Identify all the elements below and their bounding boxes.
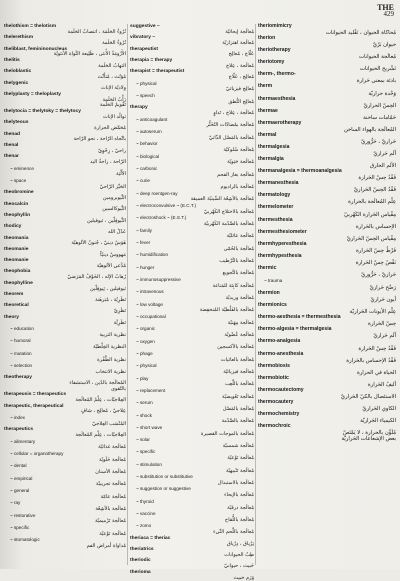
entry-translation: مُعالَجة عُضْويّة bbox=[130, 333, 254, 339]
dictionary-column-2 bbox=[130, 24, 254, 565]
entry-translation: مُعالَجة بالمَصْل الذّاتيّ bbox=[130, 136, 254, 142]
entry-translation: باتِّجاه الرّاحة ، نحو الرّاحة bbox=[4, 137, 126, 143]
entry-translation: مُعالَجة درقيّة bbox=[130, 506, 254, 512]
entry-translation: مُعالَجة بالحُمّى bbox=[130, 247, 254, 253]
entry-translation: ثيوفيلين ، ثِيوفِلّين bbox=[4, 287, 126, 293]
column-rule bbox=[255, 24, 256, 565]
entry-term: therapeutist bbox=[130, 47, 158, 52]
subentry bbox=[258, 278, 396, 285]
entry-translation: هَوَسٌ دينيّ ، جُنونُ الألوهيّة bbox=[4, 241, 126, 247]
column-rule bbox=[127, 24, 128, 565]
entry-translation: مِقْياس الحِسّ الحَراريّ bbox=[258, 236, 396, 242]
entry-translation: الأَلْيَة bbox=[4, 172, 126, 178]
dictionary-entry bbox=[4, 315, 126, 321]
entry-term: thelytocia = thelytoky = thelytocy bbox=[4, 109, 81, 114]
entry-translation: حيوان بَرّيّ bbox=[258, 42, 396, 48]
entry-term: theobromine bbox=[4, 190, 34, 195]
entry-translation: مُعالِج النُّطق bbox=[130, 100, 254, 106]
entry-translation: مُعالَجة نَوْعيّة bbox=[130, 456, 254, 462]
entry-translation: الثِّيوفِلّين ، ثيوفيلين bbox=[4, 219, 126, 225]
entry-term: ~ trauma bbox=[258, 278, 282, 283]
entry-translation: مُعالَجة بالعاثيات bbox=[130, 358, 254, 364]
entry-translation: نَظَرِيّة ، مُبَرهَنة bbox=[4, 298, 126, 304]
entry-term: ~ hunger bbox=[130, 265, 154, 270]
running-head bbox=[377, 4, 394, 18]
entry-translation: مُعالَجة حَيَويّة bbox=[130, 160, 254, 166]
entry-translation: عِلْم المُعالَجة بالحرارة bbox=[258, 199, 396, 205]
entry-term: thermo-analgesia bbox=[258, 338, 300, 344]
entry-translation: بعض الإشعاعات الحَراريّة bbox=[258, 436, 396, 442]
entry-term: thermocautery bbox=[258, 399, 293, 405]
dictionary-entry bbox=[258, 133, 396, 139]
entry-term: ~ curie bbox=[130, 178, 150, 183]
entry-translation: مُعالَجة بغاز الفحم bbox=[130, 173, 254, 179]
entry-term: ~ eminence bbox=[4, 166, 34, 171]
entry-translation: توالُد الإناث bbox=[4, 115, 126, 121]
dictionary-entry bbox=[258, 36, 396, 42]
entry-term: thermocautectomy bbox=[258, 387, 304, 393]
entry-translation: مُعالَجة بالموجات القصيرة bbox=[130, 432, 254, 438]
entry-translation: الرّاحة ، راحةُ اليد bbox=[4, 160, 126, 166]
dictionary-entry bbox=[258, 254, 396, 260]
dictionary-entry bbox=[258, 266, 396, 272]
entry-term: thenad bbox=[4, 132, 20, 137]
entry-translation: مُعالَجة بالراديوم bbox=[130, 185, 254, 191]
entry-translation: ألَم حَراريّ bbox=[258, 333, 396, 339]
entry-term: theomanie bbox=[4, 258, 28, 263]
entry-term: ~ oxygen bbox=[130, 339, 155, 344]
entry-term: theocalcin bbox=[4, 202, 28, 207]
entry-term: ~ behavior bbox=[130, 141, 158, 146]
entry-translation: بالتّقوى bbox=[4, 387, 126, 393]
entry-term: ~ replacement bbox=[130, 388, 165, 393]
entry-term: thermaerotherapy bbox=[258, 120, 301, 126]
entry-translation: مُعالَجة بالمَصْل bbox=[130, 407, 254, 413]
entry-translation: مُداواة أمراض الفم bbox=[4, 544, 126, 550]
entry-term: ~ carbonic bbox=[130, 166, 157, 171]
entry-translation: حَراريّ ، حَرُّوريّ bbox=[258, 272, 396, 278]
entry-translation: مُعالَجة بالصَّدْمة الكَهْربيّة bbox=[130, 222, 254, 228]
entry-translation: نُرُوءُ الحَلَمَة ، انتصابُ الحَلَمة bbox=[4, 30, 126, 36]
entry-translation: مُؤنّث ، مُتأَنِّث bbox=[4, 75, 126, 81]
entry-translation: عَدْلُ الله bbox=[4, 230, 126, 236]
entry-term: ~ empirical bbox=[4, 476, 32, 481]
entry-translation: مُعالَجة فيزيائيّة bbox=[130, 370, 254, 376]
entry-term: theophylline bbox=[4, 281, 33, 286]
entry-term: ~ play bbox=[130, 376, 148, 381]
entry-term: thermae bbox=[258, 108, 278, 114]
entry-term: thermo-anesthesia bbox=[258, 351, 303, 357]
entry-term: ~ shock bbox=[130, 413, 152, 418]
entry-translation: خَبيث ، حيوانيّ bbox=[130, 564, 254, 570]
entry-term: ~ speech bbox=[130, 93, 155, 98]
entry-term: ~ short wave bbox=[130, 425, 162, 430]
entry-term: ~ specific bbox=[130, 449, 155, 454]
entry-translation: الثِّيوكالسين bbox=[4, 207, 126, 213]
entry-term: ~ education bbox=[4, 326, 34, 331]
entry-translation: الأَرُومَةُ الأُنثى ، ظَلِيعة النَّواة الأُنثويّة bbox=[4, 52, 126, 58]
entry-translation: مُعالَجة تَرْميميّة bbox=[4, 519, 126, 525]
entry-translation: مُعالَجة باللَّعِب bbox=[130, 382, 254, 388]
entry-translation: المُعالَجة بالهواء الساخن bbox=[258, 127, 396, 133]
dictionary-column-1 bbox=[4, 24, 126, 565]
entry-translation: عِلْم الأيونات الحَراريّة bbox=[258, 309, 396, 315]
entry-term: therioma bbox=[130, 570, 151, 575]
entry-translation: مُعالَجة بالاختلاج الكَهْربيّ bbox=[130, 210, 254, 216]
entry-translation: مُعالَجة شمسيّة bbox=[130, 444, 254, 450]
dictionary-entry bbox=[258, 364, 396, 370]
entry-translation: النظرية الخِلْطيّة bbox=[4, 345, 126, 351]
dictionary-entry bbox=[258, 242, 396, 248]
entry-term: thodicy bbox=[4, 224, 21, 229]
entry-translation: مُعالَجة عامّة bbox=[4, 495, 126, 501]
dictionary-entry bbox=[258, 376, 396, 382]
entry-term: ~ autoserum bbox=[130, 129, 162, 134]
entry-translation: نظرية التربية bbox=[4, 333, 126, 339]
entry-term: theomanie bbox=[4, 247, 28, 252]
entry-translation: العِلاجيّات ، عِلْم المُعالَجة bbox=[4, 433, 126, 439]
entry-translation: مُعالَجة الحيوانات bbox=[258, 54, 396, 60]
entry-translation: حَمّامات ساخنة bbox=[258, 115, 396, 121]
entry-translation: نَظَرِيَّة bbox=[4, 321, 126, 327]
dictionary-entry bbox=[4, 303, 126, 309]
entry-term: ~ deep roentgen-ray bbox=[130, 191, 178, 196]
entry-term: thermesthesia bbox=[258, 217, 293, 223]
entry-term: theotherapy bbox=[4, 375, 32, 380]
entry-translation: الاستئصال بالكيّ الحَراريّ bbox=[258, 394, 396, 400]
entry-translation: مُعالَجة باللُّقاح bbox=[130, 518, 254, 524]
entry-term: theophobia bbox=[4, 269, 30, 274]
entry-translation: المُنْسَب العِلاجيّ bbox=[4, 422, 126, 428]
entry-term: ~ intravenous bbox=[130, 289, 164, 294]
entry-translation: مُعالِج فيزيائيّ bbox=[130, 87, 254, 93]
dictionary-entry bbox=[258, 205, 396, 211]
subentry bbox=[4, 166, 126, 173]
entry-term: ~ immunosuppressive bbox=[130, 277, 181, 282]
entry-term: ~ biological bbox=[130, 154, 159, 159]
entry-term: ~ general bbox=[4, 488, 29, 493]
entry-term: thermic bbox=[258, 265, 276, 271]
entry-term: thermatology bbox=[258, 192, 290, 198]
entry-term: thermanalgesia = thermoanalgesia bbox=[258, 168, 342, 174]
entry-term: ~ stomatologic bbox=[4, 537, 40, 542]
entry-term: theriotomy bbox=[258, 59, 284, 65]
entry-translation: فَرْطُ حِسّ الحَرارة bbox=[258, 248, 396, 254]
entry-term: therapeusis = therapeutics bbox=[4, 392, 66, 397]
entry-term: thermalgesia bbox=[258, 144, 289, 150]
entry-term: ~ substitution or substitutive bbox=[130, 474, 193, 479]
entry-translation: نظرية الانتخاب bbox=[4, 370, 126, 376]
entry-translation: الحَيِّز الرّاحيّ bbox=[4, 185, 126, 191]
dictionary-column-3 bbox=[258, 24, 396, 565]
entry-term: ~ selection bbox=[4, 363, 32, 368]
entry-term: ~ mutation bbox=[4, 351, 32, 356]
entry-term: thelitis bbox=[4, 58, 20, 63]
entry-translation: أيون حَراريّ bbox=[258, 297, 396, 303]
entry-translation: مُعالَجة كابِتَة للمَناعة bbox=[130, 284, 254, 290]
dictionary-entry bbox=[258, 315, 396, 321]
entry-term: thermesthesiometer bbox=[258, 229, 307, 235]
entry-translation: مُعالَجة ، عِلاج bbox=[130, 64, 254, 70]
entry-term: thermhypesthesia bbox=[258, 253, 302, 259]
entry-term: ~ alimentary bbox=[4, 439, 35, 444]
entry-translation: الكيمياء الحَراريّة bbox=[258, 418, 396, 424]
entry-term: theophyllin bbox=[4, 213, 30, 218]
entry-translation: مُعالَجة بالإيحاء bbox=[130, 493, 254, 499]
entry-term: thermo-algesia = thermalgesia bbox=[258, 326, 331, 332]
entry-term: ~ physical bbox=[130, 363, 157, 368]
entry-translation: مُعالَجة بالأشِعّة السِّينيّة العميقة bbox=[130, 197, 254, 203]
entry-term: thermelometer bbox=[258, 204, 293, 210]
entry-term: ~ electroshock ~ (E.S.T.) bbox=[130, 215, 186, 220]
entry-translation: مُعالَجة اهتزازيّة bbox=[130, 41, 254, 47]
entry-translation: أليفُ الحَرارة bbox=[258, 382, 396, 388]
entry-translation: مُعالَجة بمُضادّات التّخَثُّر bbox=[130, 123, 254, 129]
entry-translation: مُعالَجة بالتَّرْطيب bbox=[130, 259, 254, 265]
entry-translation: مُعالَجة وريديّة bbox=[130, 296, 254, 302]
entry-term: theloblastic bbox=[4, 69, 31, 74]
running-headword: THE bbox=[377, 4, 394, 11]
entry-translation: طِبّ الحيوانات bbox=[130, 553, 254, 559]
entry-term: ~ fever bbox=[130, 240, 150, 245]
entry-term: ~ suggestion or suggestive bbox=[130, 486, 191, 491]
entry-translation: مُعالَجة بالأكسجين bbox=[130, 345, 254, 351]
entry-translation: مُحَمِّض الحرارة bbox=[4, 126, 126, 132]
entry-translation: مُعالَجة بالأشِعّة bbox=[4, 507, 126, 513]
entry-translation: نظرية الطَّفْرة bbox=[4, 358, 126, 364]
entry-term: therapy bbox=[130, 105, 148, 110]
entry-translation: مُعالَجة بالاستبدال bbox=[130, 481, 254, 487]
entry-term: therapia = therapy bbox=[130, 58, 172, 63]
entry-translation: مُعالَجة إيحائيّة bbox=[130, 30, 254, 36]
entry-term: ~ thyroid bbox=[130, 499, 154, 504]
entry-term: therm bbox=[258, 83, 272, 89]
entry-term: thermaesthesia bbox=[258, 96, 295, 102]
entry-term: thelyteous bbox=[4, 120, 28, 125]
entry-translation: تِرْياق ، دِرْياق bbox=[130, 542, 254, 548]
entry-term: therm-, thermo- bbox=[258, 71, 296, 77]
entry-translation: العِلاجيّات ، عِلْمُ المُعالَجة bbox=[4, 398, 126, 404]
entry-translation: ألَم حَراريّ bbox=[258, 151, 396, 157]
entry-term: ~ restorative bbox=[4, 513, 35, 518]
entry-term: suggestive ~ bbox=[130, 24, 160, 29]
entry-term: thermochemistry bbox=[258, 411, 299, 417]
dictionary-entry bbox=[258, 400, 396, 406]
entry-translation: مِقْياس الحَرارة الكَهْربيّ bbox=[258, 212, 396, 218]
entry-translation: مُعالَجة عائليّة bbox=[130, 234, 254, 240]
entry-translation: الكاوي الحَراريّ bbox=[258, 406, 396, 412]
entry-translation: نُرُوءُ الحَلَمة bbox=[4, 41, 126, 47]
entry-term: thermal bbox=[258, 132, 276, 138]
entry-translation: مُعالَجة باللَّحم النِّيء bbox=[130, 530, 254, 536]
dictionary-entry bbox=[258, 218, 396, 224]
entry-translation: مُعالَجة خَلَويّة bbox=[4, 458, 126, 464]
entry-term: ~ specific bbox=[4, 525, 29, 530]
dictionary-entry bbox=[258, 84, 396, 90]
entry-translation: وَحْدة حراريّة bbox=[258, 91, 396, 97]
entry-term: thelyplasty = theloplasty bbox=[4, 92, 61, 97]
entry-translation: مُعالَجة بالصَّدْمة bbox=[130, 419, 254, 425]
page-number: 429 bbox=[377, 11, 394, 18]
entry-translation: مُعالَجة بالفَلْطيّة المُنخفِضة bbox=[130, 308, 254, 314]
entry-term: ~ vaccine bbox=[130, 511, 156, 516]
entry-translation: مُعالَجة بالتَّجويع bbox=[130, 271, 254, 277]
entry-translation: نَقْصُ حِسّ الحَرارة bbox=[258, 260, 396, 266]
entry-term: thermochroic bbox=[258, 423, 291, 429]
entry-term: theriotherapy bbox=[258, 47, 291, 53]
entry-term: ~ ray bbox=[4, 500, 20, 505]
entry-translation: الثِّيوبرومين bbox=[4, 196, 126, 202]
entry-translation: مُحاكاة الحيوان ، تَقْليد الحيوانات bbox=[258, 30, 396, 36]
entry-term: ~ dental bbox=[4, 463, 26, 468]
entry-term: ~ family bbox=[130, 228, 152, 233]
entry-term: ~ humidification bbox=[130, 252, 168, 257]
entry-translation: وَرَم خبيث bbox=[130, 576, 254, 581]
entry-term: therapeutic, therapeutical bbox=[4, 404, 64, 409]
entry-term: theriomimicry bbox=[258, 23, 292, 29]
entry-term: thermo-aesthesia = thermesthesia bbox=[258, 314, 341, 320]
entry-translation: فَقْدُ حِسّ الحَرارة bbox=[258, 175, 396, 181]
entry-translation: عِلاجيّ ، مُعالِج ، شافٍ bbox=[4, 409, 126, 415]
entry-translation: رَأْبُ الحَلَمة bbox=[4, 98, 126, 104]
entry-term: ~ electroconvulsive ~ (E.C.T.) bbox=[130, 203, 196, 208]
entry-term: therapist = therapeutist bbox=[130, 69, 184, 74]
entry-term: ~ physical bbox=[130, 81, 157, 86]
entry-translation: رُهابُ الإله ، الخَوْفُ المَرَضيّ bbox=[4, 275, 126, 281]
entry-term: thelygenic bbox=[4, 81, 28, 86]
entry-translation: وِلاديّة الإناث bbox=[4, 86, 126, 92]
entry-term: ~ organic bbox=[130, 326, 155, 331]
entry-term: theliblast, femininonucleus bbox=[4, 47, 67, 52]
dictionary-entry bbox=[258, 230, 396, 236]
entry-translation: مُلَوِّن بالحرارة ، لا يَمْتَصّ bbox=[258, 430, 396, 436]
entry-term: theoretical bbox=[4, 303, 29, 308]
entry-term: thermion bbox=[258, 290, 280, 296]
entry-term: ~ cellular = organotherapy bbox=[4, 451, 63, 456]
entry-translation: مُعالَجة مِهَنيّة bbox=[130, 321, 254, 327]
entry-term: thermobiotic bbox=[258, 375, 289, 381]
entry-translation: مُعالَجة ، عِلاج ، تَداوٍ bbox=[130, 111, 254, 117]
entry-term: theory bbox=[4, 315, 19, 320]
entry-translation: الحِسّ الحراريّ bbox=[258, 103, 396, 109]
entry-translation: مُعالَجة غذائيّة bbox=[4, 445, 126, 451]
entry-translation: راحيّ ، رِحْوِيّ bbox=[4, 149, 126, 155]
dictionary-entry bbox=[258, 72, 396, 78]
entry-translation: فَقْدُ حِسّ الحَرارة bbox=[258, 346, 396, 352]
entry-translation: مُعالِج ، عَلّاج bbox=[130, 75, 254, 81]
entry-term: theorem bbox=[4, 292, 23, 297]
entry-translation: مَهووسٌ دينيّاً bbox=[4, 253, 126, 259]
entry-translation: عَلّاج ، مُعالِج bbox=[130, 52, 254, 58]
entry-translation: مُدَّعي الألوهيّة bbox=[4, 264, 126, 270]
entry-term: theomania bbox=[4, 236, 28, 241]
entry-term: thermalgia bbox=[258, 156, 284, 162]
entry-translation: مُعالَجة تَعْويضيّة bbox=[130, 395, 254, 401]
entry-translation: مُعالَجة سُلوكيّة bbox=[130, 148, 254, 154]
entry-term: ~ index bbox=[4, 415, 25, 420]
dictionary-entry bbox=[258, 97, 396, 103]
entry-translation: الحياة في الحرارة bbox=[258, 370, 396, 376]
entry-term: ~ space bbox=[4, 178, 26, 183]
entry-term: thermionics bbox=[258, 302, 287, 308]
entry-term: ~ occupational bbox=[130, 314, 166, 319]
entry-translation: مُعالَجة تجريبيّة bbox=[4, 482, 126, 488]
entry-term: ~ serum bbox=[130, 400, 153, 405]
entry-term: thermhyperesthesia bbox=[258, 241, 306, 247]
entry-translation: حِسّ الحَرارة bbox=[258, 321, 396, 327]
dictionary-entry bbox=[258, 388, 396, 394]
entry-term: thenar bbox=[4, 154, 19, 159]
entry-term: therapeutics bbox=[4, 427, 33, 432]
entry-term: theriodic bbox=[130, 558, 151, 563]
entry-translation: المُعالَجة بالدّين ، الاستشفاء bbox=[4, 381, 126, 387]
entry-term: ~ phage bbox=[130, 351, 153, 356]
entry-term: thelothism = thelotism bbox=[4, 24, 56, 29]
entry-translation: تَقْويمُ الحَلَمة bbox=[4, 103, 126, 109]
dictionary-entry bbox=[258, 145, 396, 151]
entry-term: ~ low voltage bbox=[130, 302, 163, 307]
entry-translation: رَضْح حَراريّ bbox=[258, 285, 396, 291]
dictionary-entry bbox=[258, 339, 396, 345]
entry-translation: مُعالَجة تَنْبيهيّة bbox=[130, 469, 254, 475]
entry-translation: حَراريّ ، حَرُّوريّ bbox=[258, 139, 396, 145]
entry-translation: نَظَرِيّ bbox=[4, 309, 126, 315]
entry-translation: التهابُ الحَلَمة bbox=[4, 64, 126, 70]
entry-translation: تَشْريح الحيوانات bbox=[258, 66, 396, 72]
entry-term: ~ humoral bbox=[4, 338, 31, 343]
entry-term: thermanesthesia bbox=[258, 180, 298, 186]
entry-term: thermobiosis bbox=[258, 363, 290, 369]
entry-term: ~ solar bbox=[130, 437, 150, 442]
entry-term: theriatrics bbox=[130, 547, 154, 552]
dictionary-entry bbox=[258, 109, 396, 115]
entry-term: vibratory ~ bbox=[130, 35, 155, 40]
dictionary-entry bbox=[258, 121, 396, 127]
entry-translation: فَقْدُ الإحساس بالحَرارة bbox=[258, 358, 396, 364]
entry-translation: الألم الحارق bbox=[258, 163, 396, 169]
entry-term: therion bbox=[258, 35, 275, 41]
entry-term: ~ zomo bbox=[130, 523, 151, 528]
entry-term: thenal bbox=[4, 143, 18, 148]
entry-translation: بادئة بمعنى حَرارة bbox=[258, 78, 396, 84]
entry-translation: مُعالَجة الأسنان bbox=[4, 470, 126, 476]
entry-translation: فَقْدُ الحِسّ الحَراريّ bbox=[258, 187, 396, 193]
entry-term: theriaca = theriac bbox=[130, 536, 170, 541]
entry-translation: مُعالَجة نَوْعيّة bbox=[4, 532, 126, 538]
entry-translation: الإحساس بالحَرارة bbox=[258, 224, 396, 230]
dictionary-entry bbox=[258, 352, 396, 358]
entry-term: thelerethism bbox=[4, 35, 33, 40]
entry-term: ~ anticoagulant bbox=[130, 117, 167, 122]
entry-term: ~ stimulation bbox=[130, 462, 162, 467]
